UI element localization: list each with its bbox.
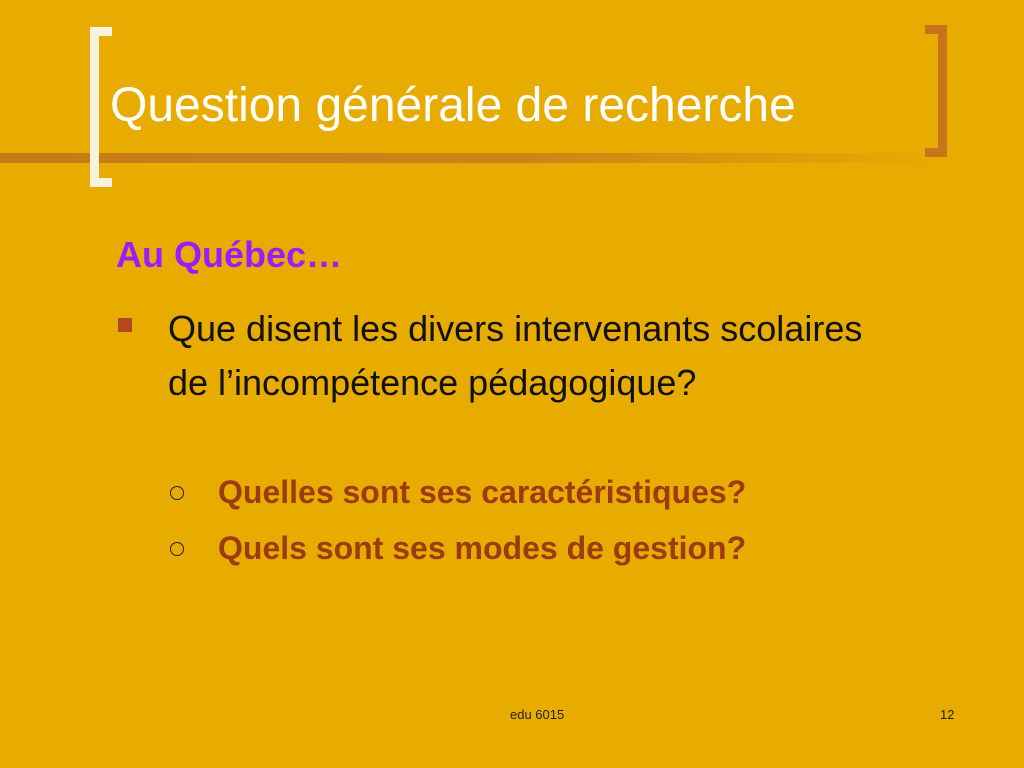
circle-bullet-icon <box>170 542 184 556</box>
square-bullet-icon <box>118 318 132 332</box>
slide-heading: Au Québec… <box>116 234 343 275</box>
footer-text: edu 6015 <box>510 707 565 722</box>
page-number: 12 <box>940 707 955 722</box>
left-bracket-decoration <box>90 27 112 187</box>
circle-bullet-icon <box>170 486 184 500</box>
slide-title: Question générale de recherche <box>110 79 796 132</box>
sub-bullet-text: Quelles sont ses caractéristiques? <box>218 474 747 510</box>
sub-bullet-text: Quels sont ses modes de gestion? <box>218 530 747 566</box>
title-rule <box>0 153 950 163</box>
right-bracket-decoration <box>925 25 947 157</box>
bullet-text: Que disent les divers intervenants scolaires de l’incompétence pédagogique? <box>168 308 863 403</box>
